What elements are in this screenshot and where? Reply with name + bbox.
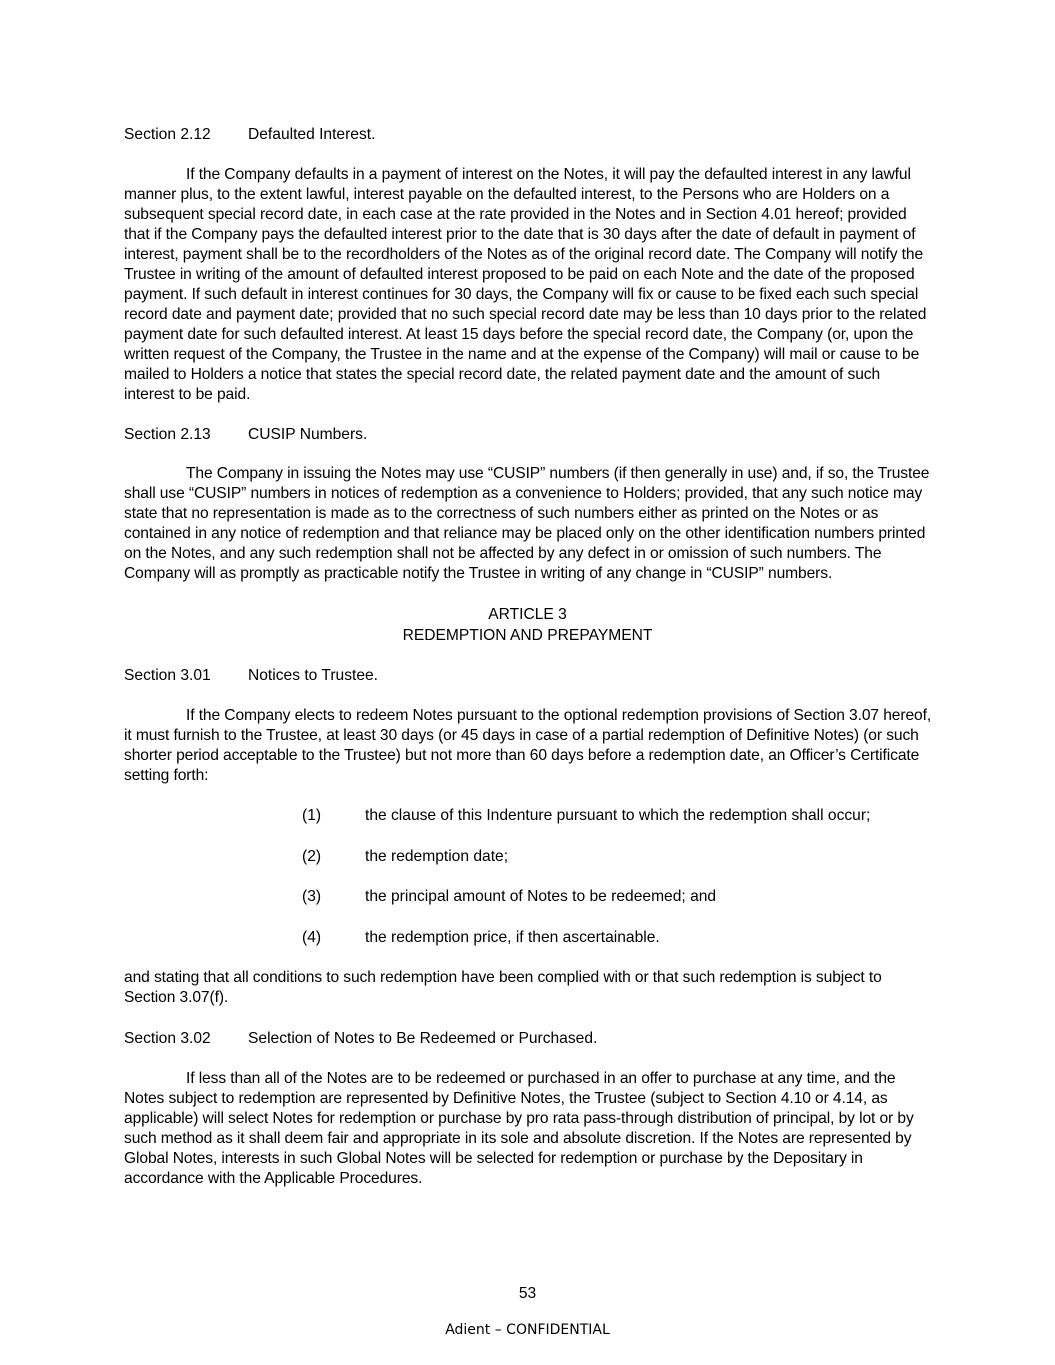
section-3-01-body <box>124 706 934 786</box>
list-text: the redemption date; <box>365 848 509 865</box>
list-marker: (4) <box>302 929 322 946</box>
list-text: the clause of this Indenture pursuant to which the redemption shall occur; <box>365 807 871 824</box>
section-number: Section 3.02 <box>124 1030 211 1047</box>
list-marker: (1) <box>302 807 322 824</box>
paragraph: If the Company elects to redeem Notes pursuant to the optional redemption provisions of Section 3.07 hereof, it must furnish to the Trustee, at least 30 days (or 45 days in case of a partial redemption of Definitive Notes) (or such shorter period acceptable to the Trustee) but not more than 60 days before a redemption date, an Officer’s Certificate setting forth: <box>124 707 932 784</box>
section-3-01-closing <box>124 968 934 1008</box>
section-3-01-heading <box>124 666 934 686</box>
paragraph: If the Company defaults in a payment of interest on the Notes, it will pay the defaulted interest in any lawful manner plus, to the extent lawful, interest payable on the defaulted interest, to the Persons who are Holders on a subsequent special record date, in each case at the rate provided in the Notes and in Section 4.01 hereof; provided that if the Company pays the defaulted interest prior to the date that is 30 days after the date of default in payment of interest, payment shall be to the recordholders of the Notes as of the original record date. The Company will notify the Trustee in writing of the amount of defaulted interest proposed to be paid on each Note and the date of the proposed payment. If such default in interest continues for 30 days, the Company will fix or cause to be fixed each such special record date and payment date; provided that no such special record date may be less than 10 days prior to the related payment date for such defaulted interest. At least 15 days before the special record date, the Company (or, upon the written request of the Company, the Trustee in the name and at the expense of the Company) will mail or cause to be mailed to Holders a notice that states the special record date, the related payment date and the amount of such interest to be paid. <box>124 166 927 403</box>
section-number: Section 2.12 <box>124 126 211 143</box>
section-title: Notices to Trustee. <box>248 667 379 684</box>
section-2-12-body <box>124 165 934 405</box>
paragraph: The Company in issuing the Notes may use “CUSIP” numbers (if then generally in use) and, if so, the Trustee shall use “CUSIP” numbers in notices of redemption as a convenience to Holders; provided, that any such notice may state that no representation is made as to the correctness of such numbers either as printed on the Notes or as contained in any notice of redemption and that reliance may be placed only on the other identification numbers printed on the Notes, and any such redemption shall not be affected by any defect in or omission of such numbers. The Company will as promptly as practicable notify the Trustee in writing of any change in “CUSIP” numbers. <box>124 465 930 582</box>
section-2-13-body <box>124 464 934 584</box>
list-item <box>302 806 942 826</box>
section-number: Section 3.01 <box>124 667 211 684</box>
page-number: 53 <box>518 1285 537 1302</box>
list-marker: (2) <box>302 848 322 865</box>
section-2-12-heading <box>124 125 934 145</box>
list-marker: (3) <box>302 888 322 905</box>
section-3-02-body <box>124 1069 934 1189</box>
section-title: Selection of Notes to Be Redeemed or Purchased. <box>248 1030 598 1047</box>
section-2-13-heading <box>124 425 934 445</box>
article-heading-line2: REDEMPTION AND PREPAYMENT <box>402 627 653 644</box>
list-item <box>302 928 942 948</box>
list-text: the redemption price, if then ascertainable. <box>365 929 660 946</box>
section-title: Defaulted Interest. <box>248 126 376 143</box>
paragraph: and stating that all conditions to such redemption have been complied with or that such redemption is subject to Section 3.07(f). <box>124 969 882 1006</box>
list-item <box>302 847 942 867</box>
article-heading-line1: ARTICLE 3 <box>488 606 567 623</box>
confidential-footer: Adient – CONFIDENTIAL <box>445 1322 610 1338</box>
section-3-02-heading <box>124 1029 934 1049</box>
section-number: Section 2.13 <box>124 426 211 443</box>
list-item <box>302 887 942 907</box>
section-title: CUSIP Numbers. <box>248 426 368 443</box>
paragraph: If less than all of the Notes are to be redeemed or purchased in an offer to purchase at any time, and the Notes subject to redemption are represented by Definitive Notes, the Trustee (subject to Section 4.10 or 4.14, as applicable) will select Notes for redemption or purchase by pro rata pass-through distribution of principal, by lot or by such method as it shall deem fair and appropriate in its sole and absolute discretion. If the Notes are represented by Global Notes, interests in such Global Notes will be selected for redemption or purchase by the Depositary in accordance with the Applicable Procedures. <box>124 1070 914 1187</box>
list-text: the principal amount of Notes to be redeemed; and <box>365 888 717 905</box>
